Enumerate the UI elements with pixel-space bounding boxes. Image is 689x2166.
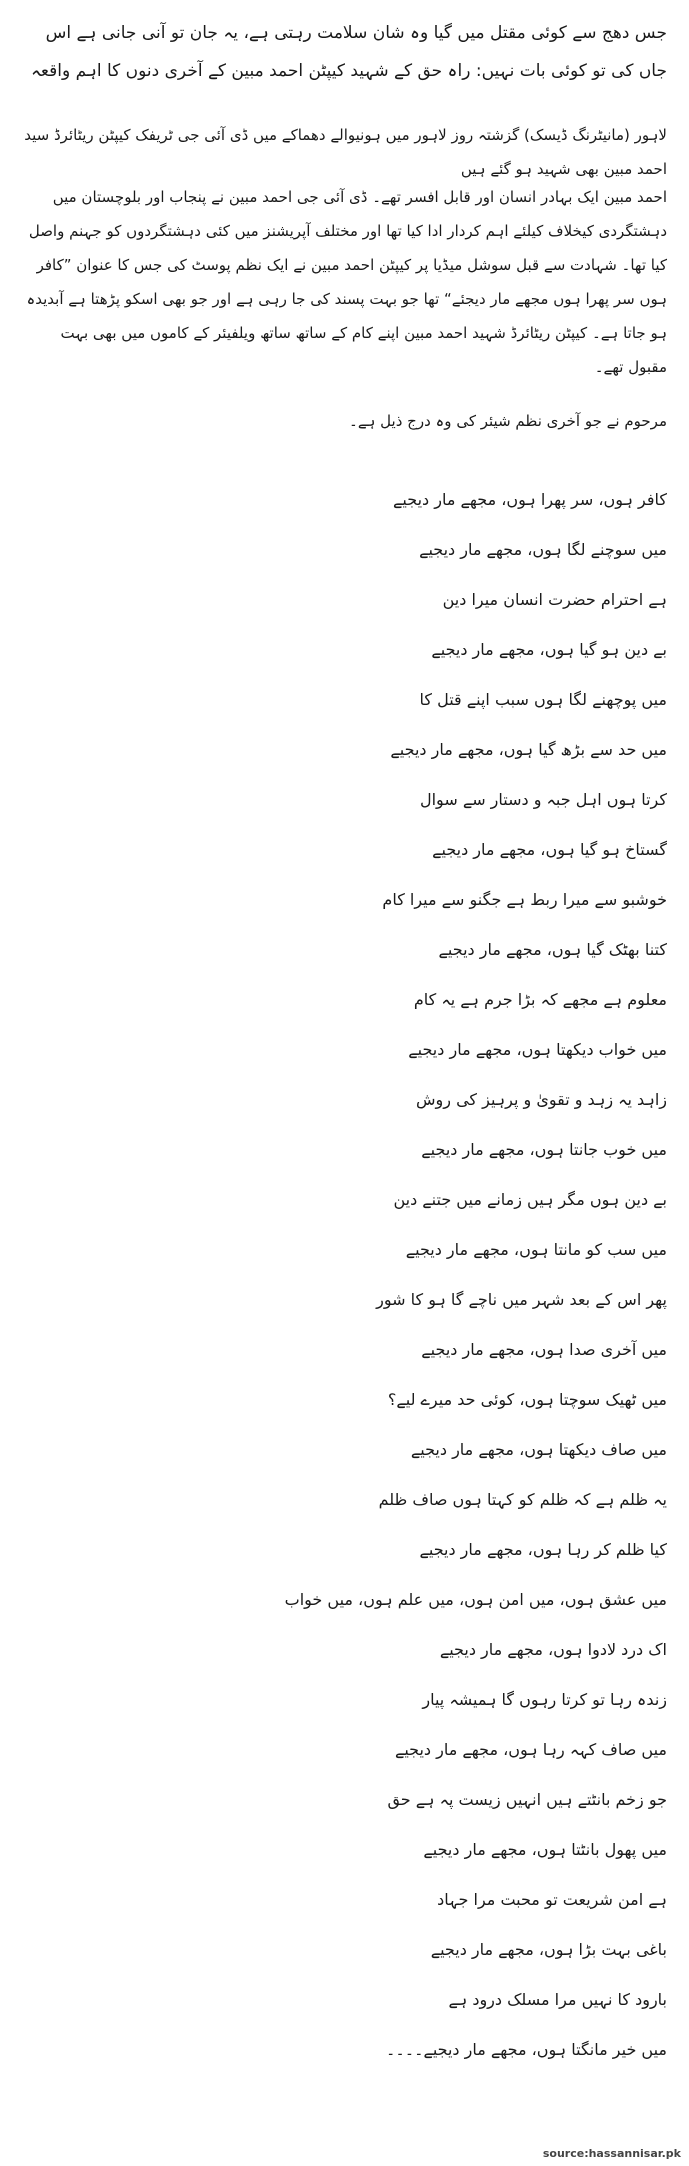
poem-line: میں آخری صدا ہوں، مجھے مار دیجیے	[421, 1340, 667, 1359]
poem-line: میں خیر مانگتا ہوں، مجھے مار دیجیے۔۔۔۔	[385, 2040, 667, 2059]
poem-line: یہ ظلم ہے کہ ظلم کو کہتا ہوں صاف ظلم	[378, 1490, 667, 1509]
poem-line: بارود کا نہیں مرا مسلک درود ہے	[448, 1990, 667, 2009]
poem-intro: مرحوم نے جو آخری نظم شیئر کی وہ درج ذیل ہے۔	[349, 412, 667, 430]
poem-line: کتنا بھٹک گیا ہوں، مجھے مار دیجیے	[438, 940, 667, 959]
poem-line: میں ٹھیک سوچتا ہوں، کوئی حد میرے لیے؟	[387, 1390, 667, 1409]
poem-line: میں خوب جانتا ہوں، مجھے مار دیجیے	[421, 1140, 667, 1159]
poem-line: میں پھول بانٹتا ہوں، مجھے مار دیجیے	[423, 1840, 667, 1859]
article-body: احمد مبین ایک بہادر انسان اور قابل افسر تھے۔ ڈی آئی جی احمد مبین نے پنجاب اور بلوچستان میں دہشتگردی کیخلاف کیلئے اہم کردار ادا کیا تھا اور مختلف آپریشنز میں کئی دہشتگردوں کو جہنم واصل کیا تھا۔ شہادت سے قبل سوشل میڈیا پر کیپٹن احمد مبین نے ایک نظم پوسٹ کی جس کا عنوان ”کافر ہوں سر پھرا ہوں مجھے مار دیجئے“ تھا جو بہت پسند کی جا رہی ہے اور جو بھی اسکو پڑھتا ہے آبدیدہ ہو جاتا ہے۔ کیپٹن ریٹائرڈ شہید احمد مبین اپنے کام کے ساتھ ساتھ ویلفیئر کے کاموں میں بھی بہت مقبول تھے۔	[26, 188, 667, 376]
poem-line: اک درد لادوا ہوں، مجھے مار دیجیے	[439, 1640, 667, 1659]
poem-line: خوشبو سے میرا ربط ہے جگنو سے میرا کام	[382, 890, 667, 909]
poem-line: کافر ہوں، سر پھرا ہوں، مجھے مار دیجیے	[393, 490, 667, 509]
poem-line: کیا ظلم کر رہا ہوں، مجھے مار دیجیے	[419, 1540, 667, 1559]
poem-line: معلوم ہے مجھے کہ بڑا جرم ہے یہ کام	[413, 990, 667, 1009]
poem-line: بے دین ہو گیا ہوں، مجھے مار دیجیے	[431, 640, 667, 659]
poem-line: جو زخم بانٹتے ہیں انہیں زیست پہ ہے حق	[387, 1790, 667, 1809]
poem-line: بے دین ہوں مگر ہیں زمانے میں جتنے دین	[393, 1190, 667, 1209]
poem-line: زندہ رہا تو کرتا رہوں گا ہمیشہ پیار	[422, 1690, 667, 1709]
article-dateline: لاہور (مانیٹرنگ ڈیسک) گزشتہ روز لاہور میں ہونیوالے دھماکے میں ڈی آئی جی ٹریفک کیپٹن ریٹائرڈ سید احمد مبین بھی شہید ہو گئے ہیں	[24, 126, 667, 178]
poem-line: ہے احترام حضرت انسان میرا دین	[442, 590, 667, 609]
source-credit: source:hassannisar.pk	[542, 2147, 681, 2160]
poem	[22, 475, 667, 2075]
poem-line: میں عشق ہوں، میں امن ہوں، میں علم ہوں، میں خواب	[284, 1590, 667, 1609]
poem-line: میں سوچنے لگا ہوں، مجھے مار دیجیے	[419, 540, 667, 559]
poem-line: میں سب کو مانتا ہوں، مجھے مار دیجیے	[405, 1240, 667, 1259]
poem-line: میں صاف کہہ رہا ہوں، مجھے مار دیجیے	[394, 1740, 667, 1759]
poem-line: میں پوچھنے لگا ہوں سبب اپنے قتل کا	[419, 690, 667, 709]
article-title: جس دھج سے کوئی مقتل میں گیا وہ شان سلامت رہتی ہے، یہ جان تو آنی جانی ہے اس جاں کی تو کوئی بات نہیں: راہ حق کے شہید کیپٹن احمد مبین کے آخری دنوں کا اہم واقعہ	[30, 23, 667, 81]
poem-line: کرتا ہوں اہل جبہ و دستار سے سوال	[419, 790, 667, 809]
poem-line: میں خواب دیکھتا ہوں، مجھے مار دیجیے	[408, 1040, 667, 1059]
poem-line: ہے امن شریعت تو محبت مرا جہاد	[437, 1890, 667, 1909]
poem-line: گستاخ ہو گیا ہوں، مجھے مار دیجیے	[432, 840, 667, 859]
poem-line: پھر اس کے بعد شہر میں ناچے گا ہو کا شور	[376, 1290, 667, 1309]
poem-line: میں صاف دیکھتا ہوں، مجھے مار دیجیے	[410, 1440, 667, 1459]
poem-line: زاہد یہ زہد و تقویٰ و پرہیز کی روش	[416, 1090, 667, 1109]
poem-line: میں حد سے بڑھ گیا ہوں، مجھے مار دیجیے	[390, 740, 667, 759]
poem-line: باغی بہت بڑا ہوں، مجھے مار دیجیے	[430, 1940, 667, 1959]
